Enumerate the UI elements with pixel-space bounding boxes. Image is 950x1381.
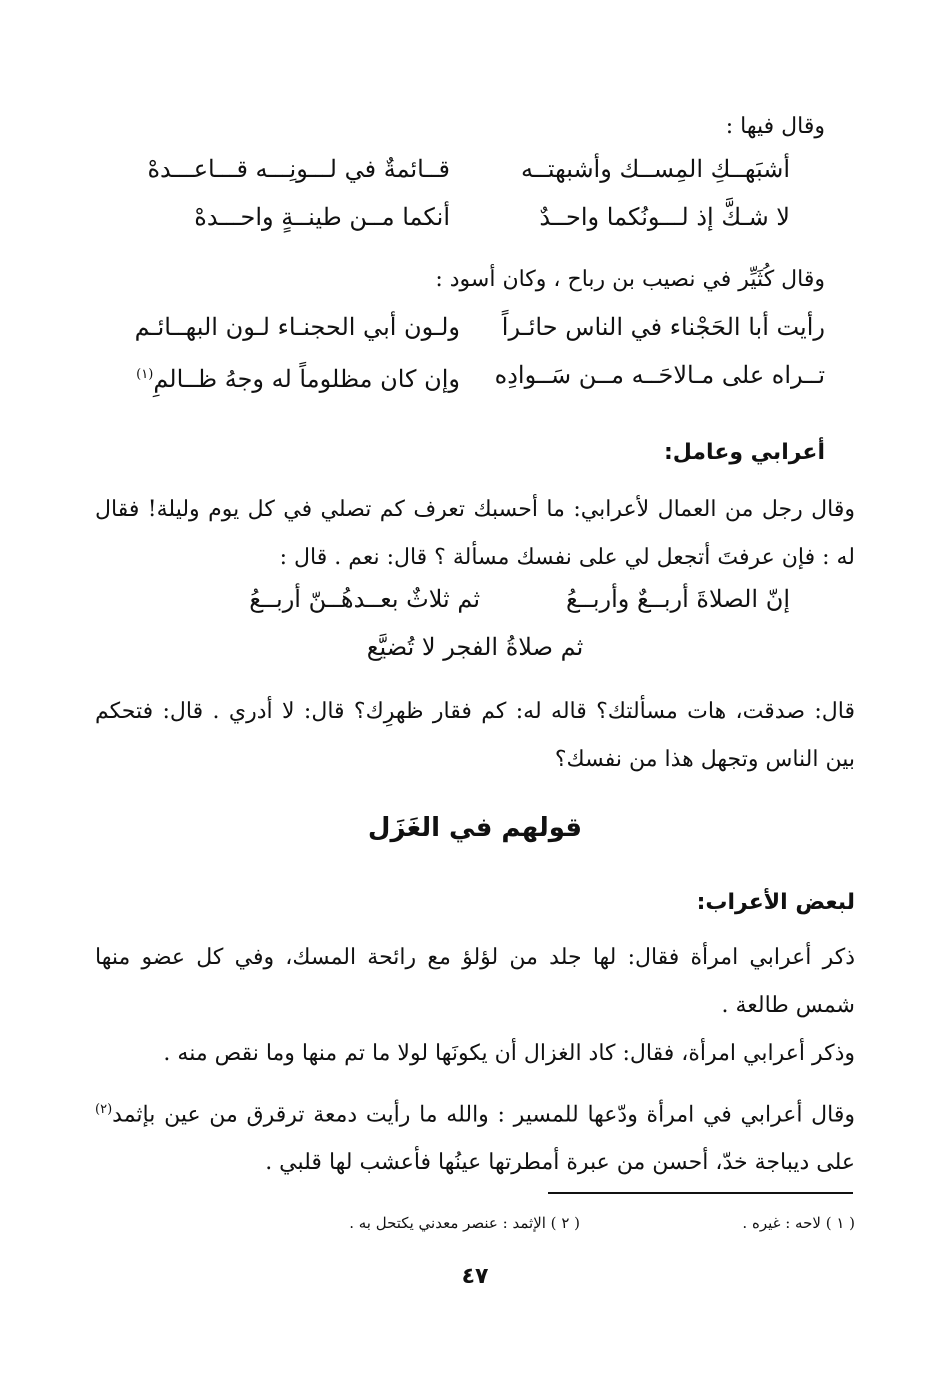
intro-line: وقال فيها : (725, 114, 825, 139)
paragraph-text: على ديباجة خدّ، أحسن من عبرة أمطرتها عينُها فأعشب لها قلبي . (265, 1150, 855, 1176)
verse-hemistich: تــراه على مـالاحَــه مــن سَــوادِه (494, 361, 825, 389)
verse-hemistich: ولـون أبي الحجنـاء لـون البهــائـم (134, 313, 460, 341)
verse-hemistich: قــائمةٌ في لـــونِـــه قـــاعـــدهْ (147, 155, 450, 183)
footnote-divider (548, 1192, 853, 1194)
paragraph: قال: صدقت، هات مسألتك؟ قاله له: كم فقار ظهرِك؟ قال: لا أدري . قال: فتحكم بين الناس وتجهل هذا من نفسك؟ (95, 699, 855, 772)
verse-hemistich: أشبَهــكِ المِســك وأشبهتــه (520, 155, 790, 183)
section-title: قولهم في الغَزَل (367, 813, 583, 843)
verse-hemistich: لا شـكَّ إذ لـــونُكما واحــدٌ (539, 203, 790, 231)
paragraph (95, 1086, 855, 1187)
paragraph-text: وقال أعرابي في امرأة ودّعها للمسير : والله ما رأيت دمعة ترقرق من عين بإثمد (112, 1102, 855, 1128)
footnote: ( ١ ) لاحه : غيره . (742, 1214, 855, 1232)
footnote-marker: (٢) (95, 1102, 113, 1117)
verse-hemistich: إنّ الصلاةَ أربــعٌ وأربــعُ (565, 585, 790, 613)
paragraph: وذكر أعرابي امرأة، فقال: كاد الغزال أن يكونَها لولا ما تم منها وما نقص منه . (163, 1041, 855, 1066)
paragraph: وقال رجل من العمال لأعرابي: ما أحسبك تعرف كم تصلي في كل يوم وليلة! فقال له : فإن عرفتَ أتجعل لي على نفسك مسألة ؟ قال: نعم . قال : (95, 497, 855, 570)
footnote-marker: (١) (136, 367, 154, 382)
section-heading: أعرابي وعامل: (664, 440, 825, 465)
verse-hemistich: رأيت أبا الحَجْناء في الناس حائـراً (501, 313, 825, 341)
verse-hemistich: ثم ثلاثٌ بعــدهُــنّ أربــعُ (249, 585, 480, 613)
section-heading: لبعض الأعراب: (696, 890, 855, 915)
verse-text: وإن كان مظلوماً له وجهُ ظــالمِ (153, 365, 460, 393)
verse-centered: ثم صلاةُ الفجر لا تُضيَّع (366, 633, 584, 661)
intro-line: وقال كُثَيِّر في نصيب بن رباح ، وكان أسود : (435, 267, 825, 292)
page-number: ٤٧ (461, 1264, 489, 1289)
verse-hemistich: أنكما مــن طينــةٍ واحـــدهْ (194, 203, 450, 231)
footnote: ( ٢ ) الإثمد : عنصر معدني يكتحل به . (349, 1214, 580, 1232)
verse-hemistich (136, 358, 460, 396)
paragraph: ذكر أعرابي امرأة فقال: لها جلد من لؤلؤ مع رائحة المسك، وفي كل عضو منها شمس طالعة . (95, 945, 855, 1018)
